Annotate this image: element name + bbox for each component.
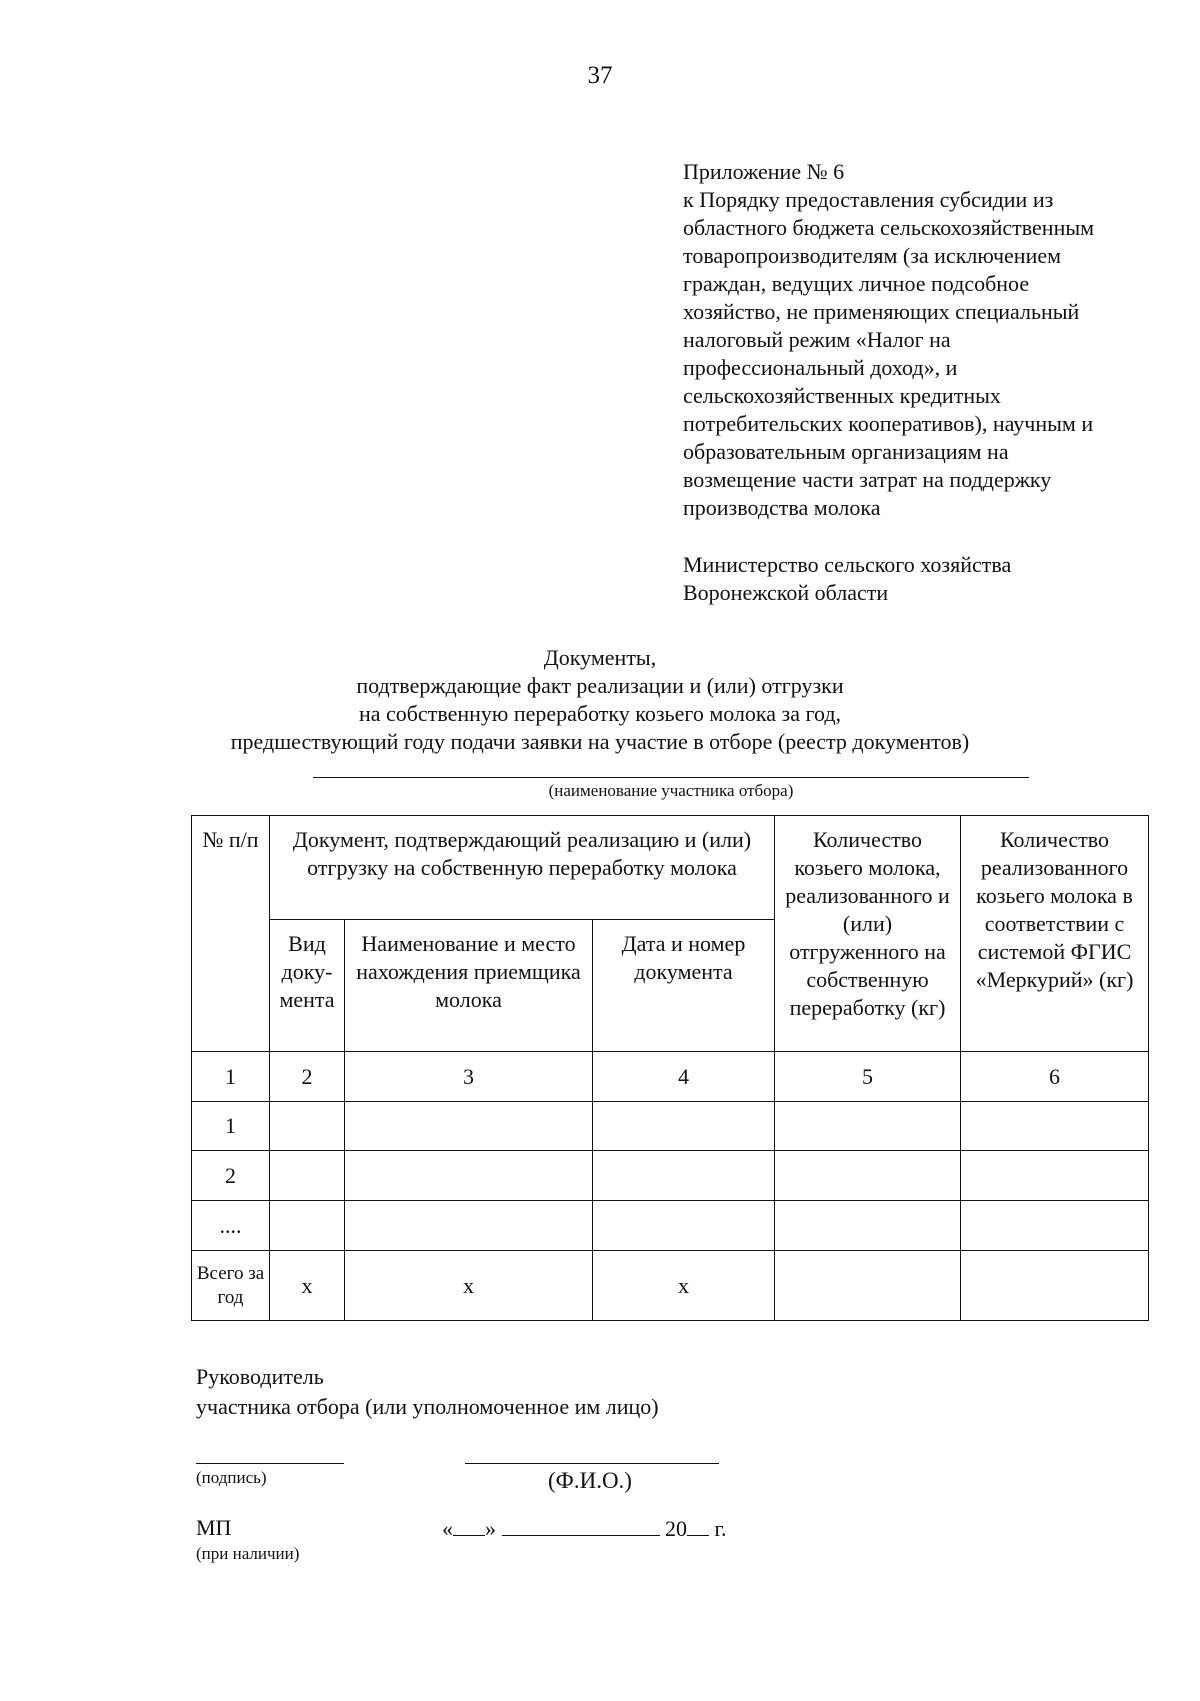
participant-name-line[interactable] (313, 777, 1029, 778)
empty-cell[interactable] (961, 1201, 1149, 1251)
header-doc-type: Вид доку- мента (270, 920, 345, 1052)
appendix-line: товаропроизводителям (за исключением (683, 243, 1062, 268)
head-subtitle: участника отбора (или уполномоченное им лицо) (196, 1394, 659, 1419)
signature-caption: (подпись) (196, 1468, 267, 1487)
row-number: .... (192, 1201, 270, 1251)
appendix-line: образовательным организациям на (683, 439, 1009, 464)
empty-cell[interactable] (345, 1102, 593, 1151)
col-number: 6 (961, 1052, 1149, 1102)
date-year-suffix: г. (714, 1516, 727, 1541)
header-document-group: Документ, подтверждающий реализацию и (или) отгрузку на собственную переработку молока (270, 816, 775, 920)
ministry-line: Министерство сельского хозяйства (683, 552, 1012, 577)
row-number: 1 (192, 1102, 270, 1151)
fio-line[interactable] (465, 1463, 719, 1464)
title-line: предшествующий году подачи заявки на участие в отборе (реестр документов) (230, 729, 970, 754)
empty-cell[interactable] (345, 1151, 593, 1201)
fio-caption: (Ф.И.О.) (548, 1468, 632, 1493)
header-quantity: Количество козьего молока, реализованного и (или) отгруженного на собственную переработку (кг) (775, 816, 961, 1052)
empty-cell[interactable] (961, 1151, 1149, 1201)
table-row (192, 1102, 1149, 1151)
header-num: № п/п (192, 816, 270, 1052)
title-line: подтверждающие факт реализации и (или) отгрузки (356, 673, 844, 698)
empty-cell[interactable] (593, 1102, 775, 1151)
col-number: 5 (775, 1052, 961, 1102)
stamp-note: (при наличии) (196, 1544, 300, 1563)
total-row (192, 1251, 1149, 1321)
header-mercury: Количество реализованного козьего молока в соответствии с системой ФГИС «Меркурий» (кг) (961, 816, 1149, 1052)
appendix-line: хозяйство, не применяющих специальный (683, 299, 1080, 324)
signature-block (196, 1362, 659, 1422)
appendix-line: областного бюджета сельскохозяйственным (683, 215, 1095, 240)
empty-cell[interactable] (270, 1102, 345, 1151)
participant-caption: (наименование участника отбора) (548, 781, 794, 800)
head-title: Руководитель (196, 1364, 324, 1389)
col-number: 4 (593, 1052, 775, 1102)
title-line: на собственную переработку козьего молока за год, (358, 701, 842, 726)
header-receiver: Наименование и место нахождения приемщика молока (345, 920, 593, 1052)
date-year-prefix: 20 (665, 1516, 687, 1541)
appendix-header (683, 158, 1183, 522)
header-date-number: Дата и номер документа (593, 920, 775, 1052)
stamp-label: МП (196, 1515, 232, 1540)
col-number: 3 (345, 1052, 593, 1102)
empty-cell[interactable] (961, 1102, 1149, 1151)
date-field (442, 1515, 727, 1542)
total-mark: х (270, 1251, 345, 1321)
day-blank[interactable] (453, 1515, 485, 1536)
appendix-line: Приложение № 6 (683, 159, 845, 184)
row-number: 2 (192, 1151, 270, 1201)
appendix-line: производства молока (683, 495, 881, 520)
month-blank[interactable] (502, 1515, 660, 1536)
date-quote-close: » (485, 1516, 496, 1541)
title-line: Документы, (543, 645, 657, 670)
appendix-line: возмещение части затрат на поддержку (683, 467, 1052, 492)
appendix-line: сельскохозяйственных кредитных (683, 383, 1001, 408)
empty-cell[interactable] (961, 1251, 1149, 1321)
empty-cell[interactable] (593, 1151, 775, 1201)
empty-cell[interactable] (775, 1102, 961, 1151)
ministry-addressee (683, 551, 1183, 607)
empty-cell[interactable] (270, 1201, 345, 1251)
page-number: 37 (587, 62, 613, 89)
year-blank[interactable] (687, 1515, 709, 1536)
col-number: 2 (270, 1052, 345, 1102)
ministry-line: Воронежской области (683, 580, 889, 605)
document-title (0, 644, 1200, 756)
appendix-line: к Порядку предоставления субсидии из (683, 187, 1054, 212)
empty-cell[interactable] (775, 1251, 961, 1321)
registry-table (191, 815, 1149, 1321)
signature-line[interactable] (196, 1463, 344, 1464)
total-mark: х (593, 1251, 775, 1321)
column-numbers-row (192, 1052, 1149, 1102)
empty-cell[interactable] (775, 1151, 961, 1201)
empty-cell[interactable] (593, 1201, 775, 1251)
table-row (192, 1201, 1149, 1251)
total-mark: х (345, 1251, 593, 1321)
date-quote-open: « (442, 1516, 453, 1541)
appendix-line: граждан, ведущих личное подсобное (683, 271, 1030, 296)
appendix-line: потребительских кооперативов), научным и (683, 411, 1094, 436)
appendix-line: налоговый режим «Налог на (683, 327, 951, 352)
table-row (192, 1151, 1149, 1201)
total-label: Всего за год (192, 1251, 270, 1321)
col-number: 1 (192, 1052, 270, 1102)
empty-cell[interactable] (345, 1201, 593, 1251)
empty-cell[interactable] (775, 1201, 961, 1251)
appendix-line: профессиональный доход», и (683, 355, 958, 380)
empty-cell[interactable] (270, 1151, 345, 1201)
